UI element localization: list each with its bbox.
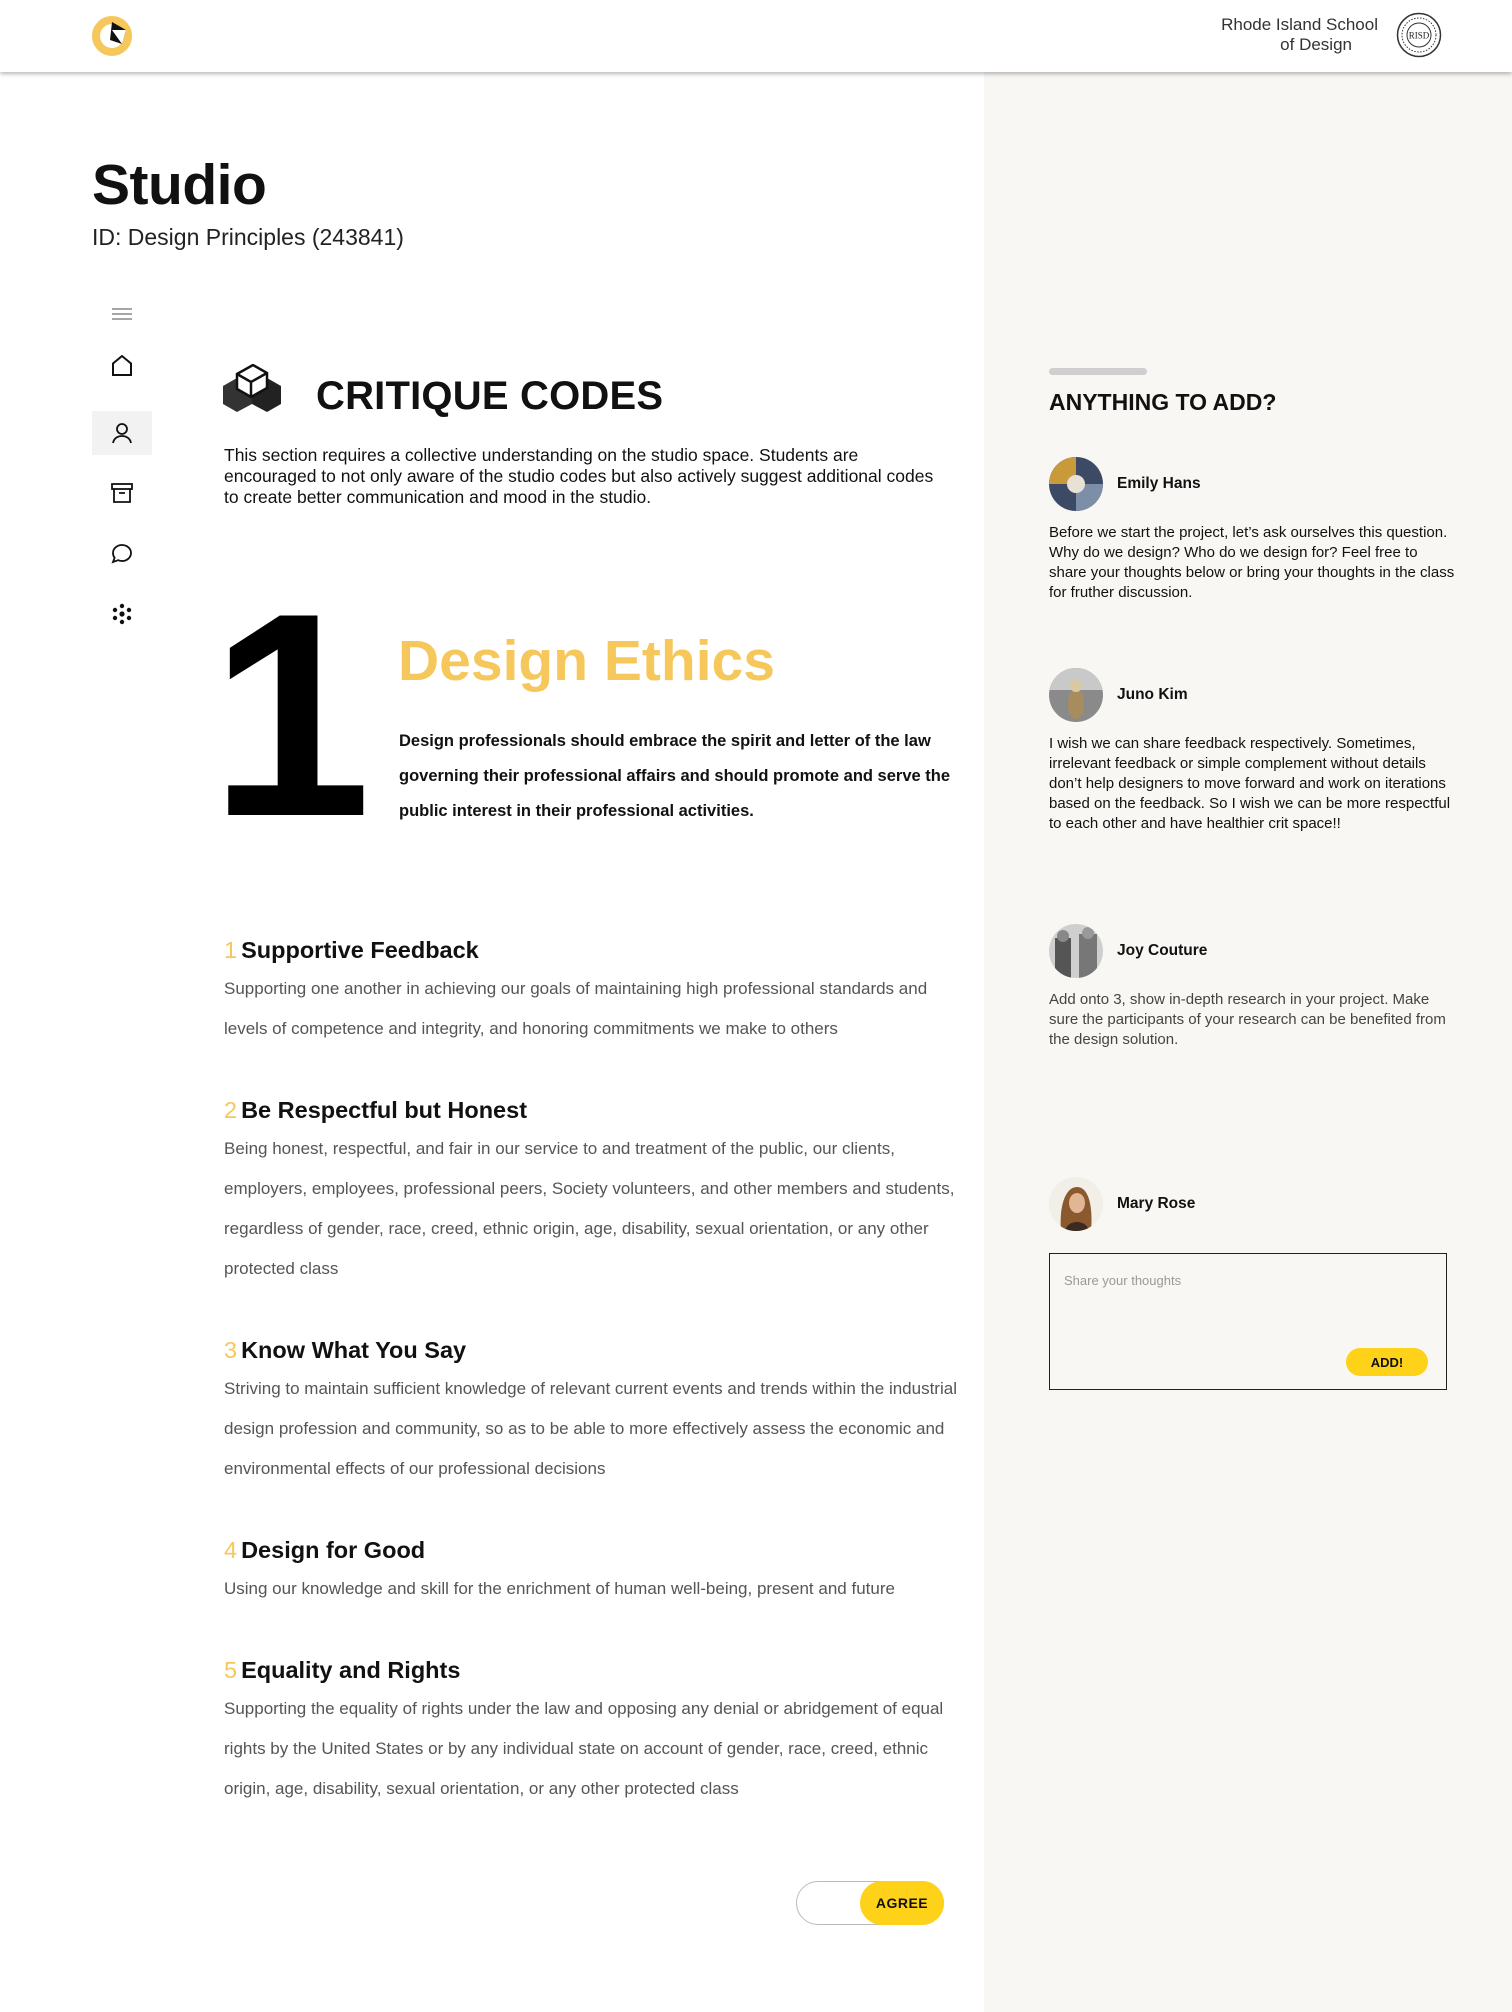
school-name-line1: Rhode Island School bbox=[1221, 15, 1378, 34]
nav-home[interactable] bbox=[92, 343, 152, 387]
c-monogram-logo[interactable] bbox=[92, 16, 132, 56]
avatar[interactable] bbox=[1049, 457, 1103, 511]
agree-button[interactable]: AGREE bbox=[860, 1881, 944, 1925]
code-body: Striving to maintain sufficient knowledge of relevant current events and trends within the industrial design profession and community, so as to be able to more effectively assess the economic and environmental effects of our professional decisions bbox=[224, 1379, 957, 1478]
comments-title: ANYTHING TO ADD? bbox=[1049, 389, 1277, 415]
nav-archive[interactable] bbox=[92, 471, 152, 515]
comment-author: Emily Hans bbox=[1117, 475, 1201, 492]
section-number: 1 bbox=[210, 553, 362, 877]
code-title-text: Equality and Rights bbox=[241, 1657, 461, 1683]
code-item bbox=[224, 935, 964, 1049]
code-item bbox=[224, 1535, 964, 1609]
design-ethics-title: Design Ethics bbox=[398, 629, 775, 693]
comment bbox=[1049, 668, 1459, 834]
code-item bbox=[224, 1655, 964, 1809]
code-title-text: Be Respectful but Honest bbox=[241, 1097, 528, 1123]
top-bar bbox=[0, 0, 1512, 72]
comment-text: Add onto 3, show in-depth research in your project. Make sure the participants of your research can be benefited from the design solution. bbox=[1049, 991, 1446, 1048]
code-item bbox=[224, 1095, 964, 1289]
comment-text: I wish we can share feedback respectively. Sometimes, irrelevant feedback or simple complement without details don’t help designers to move forward and work on iterations based on the feedback. So I wish we can be more respectful to each other and have healthier crit space!! bbox=[1049, 735, 1451, 832]
code-number: 5 bbox=[224, 1657, 238, 1683]
code-title bbox=[224, 1335, 964, 1365]
code-title bbox=[224, 935, 964, 965]
avatar[interactable] bbox=[1049, 1177, 1103, 1231]
risd-seal[interactable] bbox=[1396, 12, 1442, 58]
code-title-text: Design for Good bbox=[241, 1537, 426, 1563]
current-user bbox=[1049, 1177, 1459, 1231]
design-ethics-description: Design professionals should embrace the spirit and letter of the law governing their professional affairs and should promote and serve the public interest in their professional activities. bbox=[399, 732, 951, 820]
network-icon bbox=[110, 602, 134, 626]
comment bbox=[1049, 457, 1459, 603]
code-item bbox=[224, 1335, 964, 1489]
comment-text: Before we start the project, let’s ask ourselves this question. Why do we design? Who do we design for? Feel free to share your thoughts below or bring your thoughts in the class for fruther discussion. bbox=[1049, 524, 1455, 601]
code-number: 2 bbox=[224, 1097, 238, 1123]
code-body: Being honest, respectful, and fair in our service to and treatment of the public, our clients, employers, employees, professional peers, Society volunteers, and other members and students, regardless of gender, race, creed, ethnic origin, age, disability, sexual orientation, or any other protected class bbox=[224, 1139, 955, 1278]
archive-icon bbox=[110, 482, 134, 504]
home-icon bbox=[110, 353, 134, 377]
seal-text: RISD bbox=[1408, 30, 1430, 41]
comment-composer bbox=[1049, 1253, 1447, 1390]
code-title bbox=[224, 1095, 964, 1125]
nav-menu[interactable] bbox=[92, 292, 152, 336]
share-thoughts-input[interactable] bbox=[1064, 1268, 1424, 1292]
menu-icon bbox=[111, 307, 133, 321]
school-name-line2: of Design bbox=[1280, 35, 1352, 54]
avatar[interactable] bbox=[1049, 924, 1103, 978]
chat-icon bbox=[110, 542, 134, 566]
nav-chat[interactable] bbox=[92, 532, 152, 576]
agree-toggle[interactable] bbox=[796, 1881, 944, 1925]
code-number: 3 bbox=[224, 1337, 238, 1363]
code-title-text: Know What You Say bbox=[241, 1337, 467, 1363]
page-title: Studio bbox=[92, 153, 267, 217]
cube-icon bbox=[223, 364, 281, 414]
comment bbox=[1049, 924, 1459, 1050]
nav-user[interactable] bbox=[92, 411, 152, 455]
avatar[interactable] bbox=[1049, 668, 1103, 722]
panel-handle bbox=[1049, 368, 1147, 375]
code-body: Supporting one another in achieving our goals of maintaining high professional standards and levels of competence and integrity, and honoring commitments we make to others bbox=[224, 979, 928, 1038]
code-body: Using our knowledge and skill for the enrichment of human well-being, present and future bbox=[224, 1579, 895, 1598]
code-title bbox=[224, 1535, 964, 1565]
code-title-text: Supportive Feedback bbox=[241, 937, 479, 963]
add-comment-button[interactable]: ADD! bbox=[1346, 1348, 1428, 1376]
nav-network[interactable] bbox=[92, 592, 152, 636]
code-title bbox=[224, 1655, 964, 1685]
critique-description: This section requires a collective understanding on the studio space. Students are encouraged to not only aware of the studio codes but also actively suggest additional codes to create better communication and mood in the studio. bbox=[224, 445, 934, 507]
code-body: Supporting the equality of rights under the law and opposing any denial or abridgement of equal rights by the United States or by any individual state on account of gender, race, creed, ethnic origin, age, disability, sexual orientation, or any other protected class bbox=[224, 1699, 944, 1798]
code-number: 1 bbox=[224, 937, 238, 963]
page-subtitle: ID: Design Principles (243841) bbox=[92, 224, 404, 250]
current-user-name: Mary Rose bbox=[1117, 1195, 1196, 1212]
comment-author: Juno Kim bbox=[1117, 686, 1188, 703]
user-icon bbox=[110, 421, 134, 445]
school-name bbox=[1178, 15, 1378, 55]
comment-author: Joy Couture bbox=[1117, 942, 1208, 959]
critique-codes-heading: CRITIQUE CODES bbox=[316, 374, 664, 418]
code-number: 4 bbox=[224, 1537, 238, 1563]
